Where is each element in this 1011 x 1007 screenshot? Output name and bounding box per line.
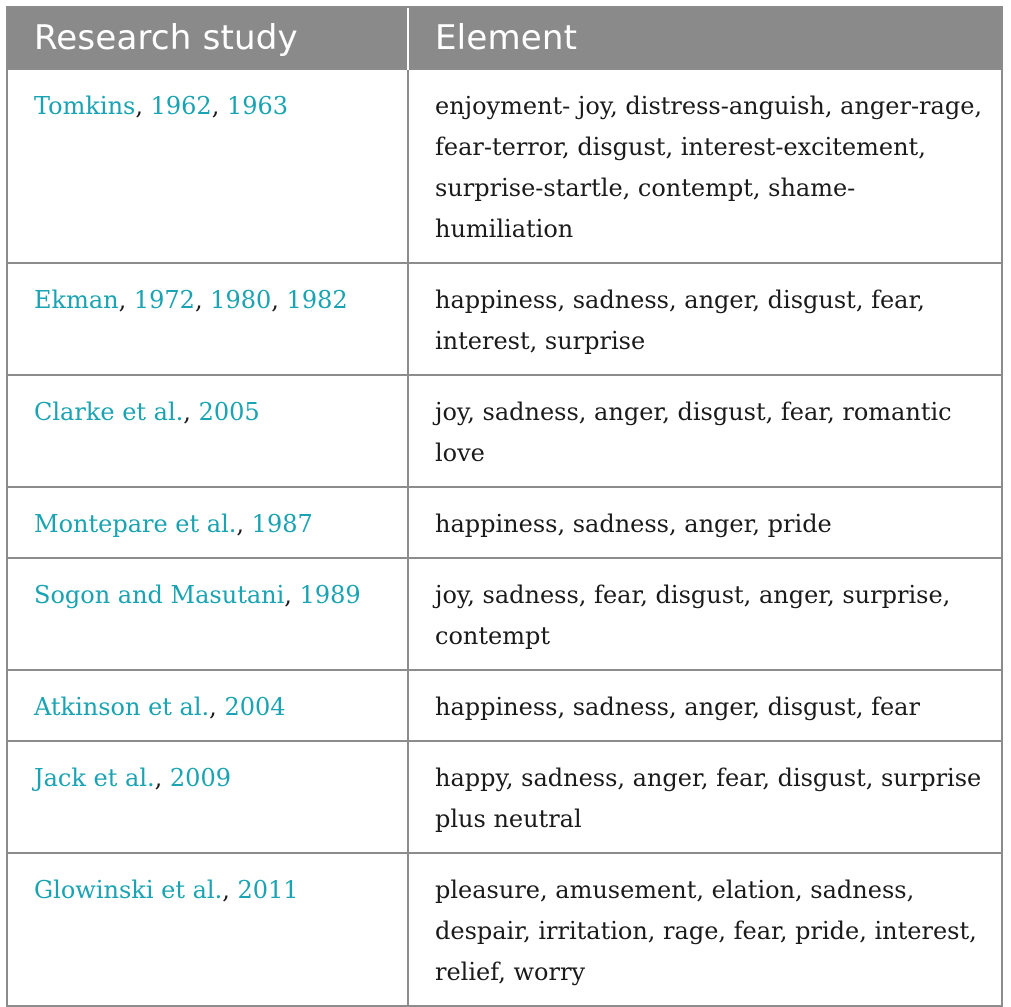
separator: , (284, 581, 300, 609)
separator: , (209, 693, 225, 721)
study-cell (8, 558, 408, 670)
citation-link-author[interactable]: Glowinski et al. (34, 876, 223, 904)
element-cell: pleasure, amusement, elation, sadness, despair, irritation, rage, fear, pride, interest, relief, worry (408, 853, 1001, 1005)
header-research-study: Research study (8, 8, 408, 69)
separator: , (154, 764, 170, 792)
separator: , (271, 286, 287, 314)
citation-link-year[interactable]: 1982 (286, 286, 348, 314)
separator: , (222, 876, 238, 904)
table-row (8, 487, 1001, 558)
separator: , (118, 286, 134, 314)
separator: , (194, 286, 211, 314)
citation-link-author[interactable]: Sogon and Masutani (34, 581, 285, 609)
table-row (8, 558, 1001, 670)
element-cell: joy, sadness, anger, disgust, fear, romantic love (408, 375, 1001, 487)
element-cell: enjoyment- joy, distress-anguish, anger-rage, fear-terror, disgust, interest-excitement, surprise-startle, contempt, shame-humiliation (408, 69, 1001, 263)
study-cell (8, 670, 408, 741)
citation-link-author[interactable]: Clarke et al. (34, 398, 184, 426)
separator: , (211, 92, 227, 120)
study-cell (8, 853, 408, 1005)
element-cell: happiness, sadness, anger, disgust, fear (408, 670, 1001, 741)
study-cell (8, 263, 408, 375)
emotion-studies-table (6, 6, 1003, 1007)
citation-link-author[interactable]: Atkinson et al. (34, 693, 210, 721)
separator: , (183, 398, 199, 426)
citation-link-year[interactable]: 1972 (133, 286, 195, 314)
header-element: Element (408, 8, 1001, 69)
element-cell: happiness, sadness, anger, disgust, fear, interest, surprise (408, 263, 1001, 375)
table (8, 8, 1001, 1005)
citation-link-author[interactable]: Jack et al. (34, 764, 155, 792)
table-row (8, 263, 1001, 375)
separator: , (135, 92, 151, 120)
study-cell (8, 69, 408, 263)
header-row (8, 8, 1001, 69)
study-cell (8, 487, 408, 558)
element-cell: joy, sadness, fear, disgust, anger, surprise, contempt (408, 558, 1001, 670)
citation-link-year[interactable]: 2009 (169, 764, 231, 792)
citation-link-year[interactable]: 1963 (226, 92, 289, 120)
study-cell (8, 375, 408, 487)
element-cell: happy, sadness, anger, fear, disgust, surprise plus neutral (408, 741, 1001, 853)
citation-link-year[interactable]: 1980 (210, 286, 272, 314)
table-row (8, 375, 1001, 487)
citation-link-author[interactable]: Montepare et al. (34, 510, 237, 538)
citation-link-author[interactable]: Ekman (34, 286, 119, 314)
separator: , (236, 510, 252, 538)
citation-link-year[interactable]: 2011 (237, 876, 299, 904)
citation-link-year[interactable]: 1989 (299, 581, 361, 609)
table-row (8, 853, 1001, 1005)
citation-link-year[interactable]: 1987 (251, 510, 313, 538)
citation-link-author[interactable]: Tomkins (34, 92, 136, 120)
citation-link-year[interactable]: 2004 (224, 693, 286, 721)
table-row (8, 670, 1001, 741)
citation-link-year[interactable]: 2005 (198, 398, 260, 426)
table-row (8, 69, 1001, 263)
table-row (8, 741, 1001, 853)
study-cell (8, 741, 408, 853)
element-cell: happiness, sadness, anger, pride (408, 487, 1001, 558)
citation-link-year[interactable]: 1962 (150, 92, 212, 120)
